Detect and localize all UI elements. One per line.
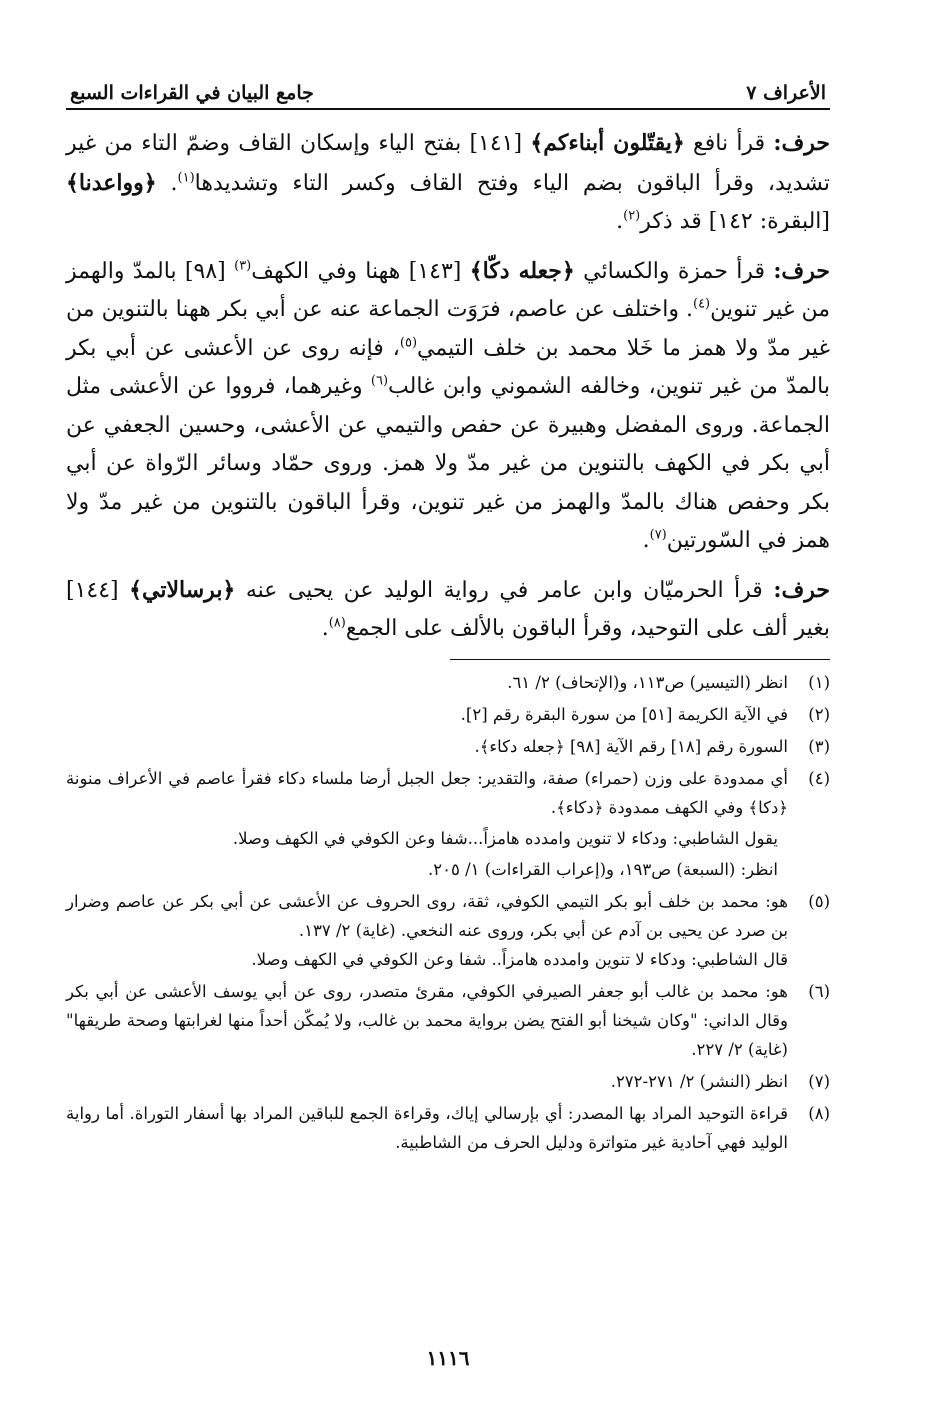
- footnote-number: (٣): [808, 736, 830, 756]
- footnote-text: انظر: (السبعة) ص١٩٣، و(إعراب القراءات) ١/ ٢٠٥.: [427, 859, 778, 879]
- entry-text: .: [156, 170, 178, 196]
- entry-text: قرأ حمزة والكسائي: [574, 258, 774, 284]
- footnote-text: يقول الشاطبي: ودكاء لا تنوين وامدده هامزاً...شفا وعن الكوفي في الكهف وصلا.: [232, 828, 778, 848]
- entry-141: [66, 124, 830, 242]
- footnote-number: (٧): [808, 1071, 830, 1091]
- header-book-title: جامع البيان في القراءات السبع: [70, 82, 314, 104]
- footnote-text: انظر (التيسير) ص١١٣، و(الإتحاف) ٢/ ٦١.: [507, 672, 788, 692]
- footnote-ref[interactable]: (٣): [234, 258, 252, 274]
- entry-text: . واختلف عن عاصم، فرَوَت الجماعة عنه عن أبي بكر ههنا بالتنوين من غير مدّ ولا همز ما خَلا محمد بن خلف التيمي: [66, 297, 830, 361]
- book-page: [66, 58, 830, 1378]
- footnote-number: (٨): [808, 1103, 830, 1123]
- entry-keyword: حرف:: [773, 576, 830, 603]
- entry-text: .: [321, 616, 329, 641]
- footnote-number: (٢): [808, 704, 830, 724]
- quran-word: ﴿وواعدنا﴾: [66, 169, 157, 196]
- quran-word: ﴿جعله دكّا﴾: [469, 257, 575, 284]
- entry-text: [البقرة: ١٤٢] قد ذكر: [640, 209, 830, 234]
- footnote: [66, 1099, 830, 1157]
- entry-text: [١٤٤] بغير ألف على التوحيد، وقرأ الباقون بالألف على الجمع: [66, 577, 830, 641]
- header-surah: الأعراف ٧: [746, 82, 826, 104]
- footnote: [66, 764, 830, 884]
- footnote-ref[interactable]: (٧): [649, 527, 667, 543]
- entry-144: [66, 571, 830, 649]
- footnote: [66, 668, 830, 697]
- entry-text: [٩٨] بالمدّ والهمز من غير تنوين: [66, 258, 831, 322]
- footnote-text: أي ممدودة على وزن (حمراء) صفة، والتقدير: جعل الجبل أرضا ملساء دكاء فقرأ عاصم في الأعراف منونة ﴿دكا﴾ وفي الكهف ممدودة ﴿دكاء﴾.: [66, 768, 788, 817]
- entry-text: [١٤٣] ههنا وفي الكهف: [251, 258, 470, 284]
- footnote-number: (٤): [808, 768, 830, 788]
- footnote-text: قال الشاطبي: ودكاء لا تنوين وامدده هامزاً.. شفا وعن الكوفي في الكهف وصلا.: [251, 949, 788, 969]
- footnote-text: انظر (النشر) ٢/ ٢٧١-٢٧٢.: [610, 1071, 788, 1091]
- quran-word: ﴿برسالاتي﴾: [129, 576, 236, 603]
- footnote: [66, 700, 830, 729]
- entry-text: .: [616, 209, 624, 234]
- footnote-number: (٦): [808, 981, 830, 1001]
- entry-text: قرأ نافع: [684, 131, 774, 156]
- footnote-text: السورة رقم [١٨] رقم الآية [٩٨] ﴿جعله دكاء﴾.: [474, 736, 788, 756]
- footnote-ref[interactable]: (٢): [623, 208, 641, 224]
- entry-text: [١٤١] بفتح الياء وإسكان القاف وضمّ التاء من غير تشديد، وقرأ الباقون بضم الياء وفتح القاف وكسر التاء وتشديدها: [66, 131, 830, 196]
- entry-text: ، فإنه روى عن الأعشى عن أبي بكر بالمدّ من غير تنوين، وخالفه الشموني وابن غالب: [66, 335, 830, 399]
- entry-text: وغيرهما، فرووا عن الأعشى مثل الجماعة. وروى المفضل وهبيرة عن حفص والتيمي عن الأعشى، وحسين الجعفي عن أبي بكر في الكهف بالتنوين من غير مدّ ولا همز. وروى حمّاد وسائر الرّواة عن أبي بكر وحفص هناك بالمدّ والهمز من غير تنوين، وقرأ الباقون بالتنوين من غير مدّ ولا همز في السّورتين: [66, 374, 830, 553]
- footnote: [66, 732, 830, 761]
- footnotes: [66, 668, 830, 1157]
- footnote-ref[interactable]: (١): [177, 170, 195, 186]
- footnote: [66, 887, 830, 974]
- footnote-text: هو: محمد بن خلف أبو بكر التيمي الكوفي، ثقة، روى الحروف عن الأعشى عن أبي بكر عن عاصم وضرار بن صرد عن يحيى بن آدم عن أبي بكر، وروى عنه النخعي. (غاية) ٢/ ١٣٧.: [66, 891, 788, 940]
- entry-keyword: حرف:: [773, 130, 831, 156]
- page-number: ١١١٦: [426, 1346, 470, 1370]
- running-header: [66, 58, 830, 110]
- footnote-ref[interactable]: (٥): [399, 335, 418, 351]
- footnote: [66, 977, 830, 1064]
- quran-word: ﴿يقتّلون أبناءكم﴾: [530, 130, 685, 156]
- entry-keyword: حرف:: [773, 257, 830, 284]
- footnote-divider: [450, 659, 830, 660]
- footnote-text: في الآية الكريمة [٥١] من سورة البقرة رقم [٢].: [460, 704, 788, 724]
- footnote-text: قراءة التوحيد المراد بها المصدر: أي بإرسالي إياك، وقراءة الجمع للباقين المراد بها أسفار التوراة. أما رواية الوليد فهي آحادية غير متواترة ودليل الحرف من الشاطبية.: [66, 1103, 788, 1152]
- entry-text: .: [642, 528, 650, 553]
- footnote-ref[interactable]: (٤): [692, 296, 711, 312]
- footnote-ref[interactable]: (٨): [328, 615, 346, 631]
- footnote-number: (٥): [808, 891, 830, 911]
- main-text: [66, 124, 830, 649]
- entry-143: [66, 252, 830, 561]
- footnote-number: (١): [808, 672, 830, 692]
- entry-text: قرأ الحرميّان وابن عامر في رواية الوليد عن يحيى عنه: [235, 577, 774, 603]
- footnote-text: هو: محمد بن غالب أبو جعفر الصيرفي الكوفي، مقرئ متصدر، روى عن أبي يوسف الأعشى عن أبي بكر وقال الداني: "وكان شيخنا أبو الفتح يضن برواية محمد بن غالب، ولا يُمكّن أحداً منها لغرابتها وصحة طريقها" (غاية) ٢/ ٢٢٧.: [66, 981, 788, 1059]
- footnote-ref[interactable]: (٦): [370, 373, 389, 389]
- footnote: [66, 1067, 830, 1096]
